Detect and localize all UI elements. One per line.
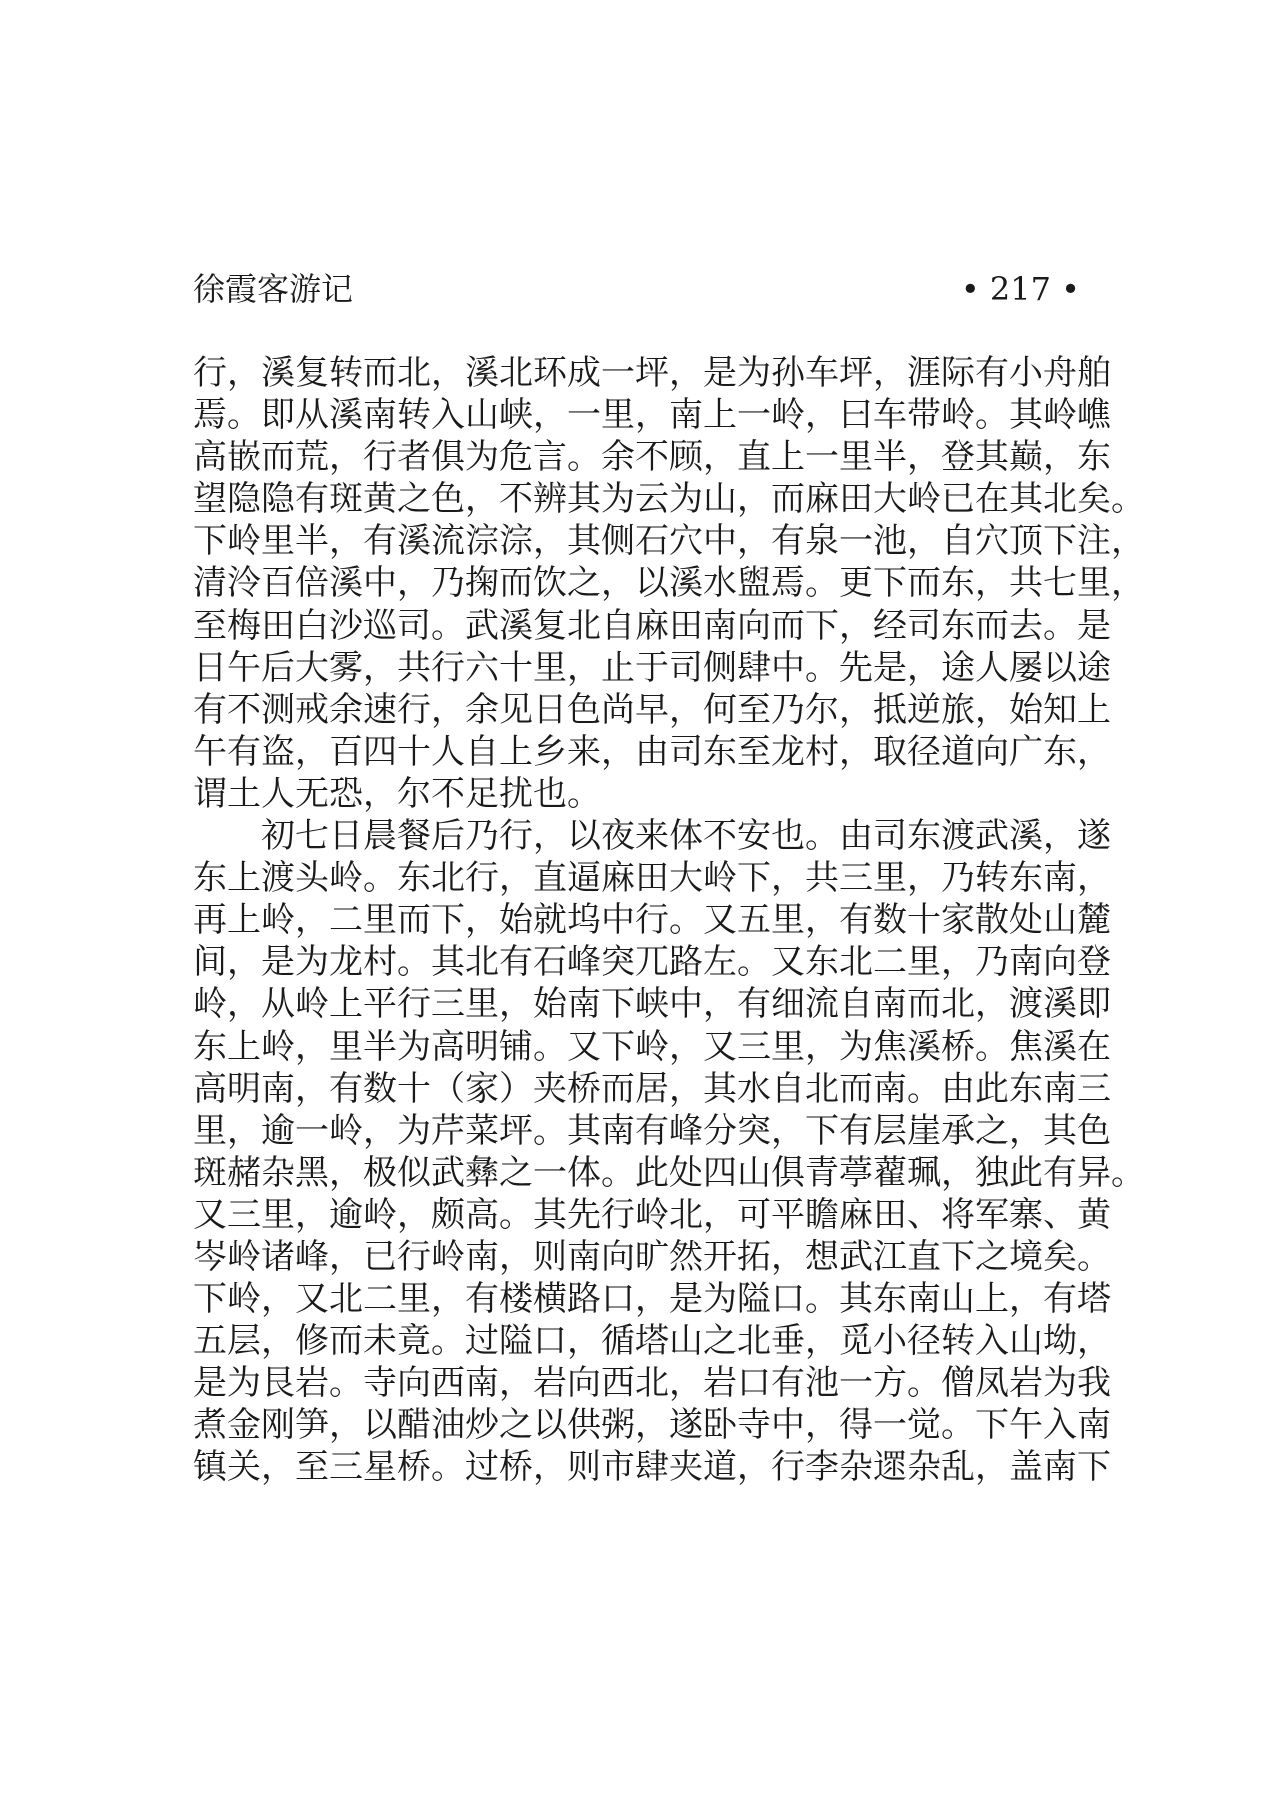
text-line: 高嵌而荒，行者俱为危言。余不顾，直上一里半，登其巅，东 — [193, 437, 1111, 478]
paragraph-start-line: 初七日晨餐后乃行，以夜来体不安也。由司东渡武溪，遂 — [261, 816, 1111, 857]
text-line: 下岭，又北二里，有楼横路口，是为隘口。其东南山上，有塔 — [193, 1279, 1111, 1320]
text-line: 镇关，至三星桥。过桥，则市肆夹道，行李杂遝杂乱，盖南下 — [193, 1447, 1111, 1488]
text-line: 煮金刚笋，以醋油炒之以供粥，遂卧寺中，得一觉。下午入南 — [193, 1405, 1111, 1446]
text-line: 日午后大雾，共行六十里，止于司侧肆中。先是，途人屡以途 — [193, 647, 1111, 688]
text-line: 焉。即从溪南转入山峡，一里，南上一岭，曰车带岭。其岭嶕 — [193, 395, 1111, 436]
text-line: 间，是为龙村。其北有石峰突兀路左。又东北二里，乃南向登 — [193, 942, 1111, 983]
text-line: 五层，修而未竟。过隘口，循塔山之北垂，觅小径转入山坳， — [193, 1321, 1111, 1362]
text-line: 岑岭诸峰，已行岭南，则南向旷然开拓，想武江直下之境矣。 — [193, 1236, 1111, 1277]
text-line: 至梅田白沙巡司。武溪复北自麻田南向而下，经司东而去。是 — [193, 605, 1111, 646]
book-title: 徐霞客游记 — [193, 270, 354, 308]
text-line: 斑赭杂黑，极似武彝之一体。此处四山俱青葶藋珮，独此有异。 — [193, 1152, 1145, 1193]
text-line: 望隐隐有斑黄之色，不辨其为云为山，而麻田大岭已在其北矣。 — [193, 479, 1145, 520]
text-line: 谓土人无恐，尔不足扰也。 — [193, 773, 601, 814]
text-line: 里，逾一岭，为芹菜坪。其南有峰分突，下有层崖承之，其色 — [193, 1110, 1111, 1151]
text-line: 有不测戒余速行，余见日色尚早，何至乃尔，抵逆旅，始知上 — [193, 689, 1111, 730]
running-header — [193, 266, 1080, 312]
page-number: • 217 • — [960, 270, 1080, 308]
body-text — [193, 352, 1145, 1489]
text-line: 再上岭，二里而下，始就坞中行。又五里，有数十家散处山麓 — [193, 900, 1111, 941]
text-line: 午有盗，百四十人自上乡来，由司东至龙村，取径道向广东， — [193, 731, 1111, 772]
text-line: 东上渡头岭。东北行，直逼麻田大岭下，共三里，乃转东南， — [193, 858, 1111, 899]
text-line: 东上岭，里半为高明铺。又下岭，又三里，为焦溪桥。焦溪在 — [193, 1026, 1111, 1067]
text-line: 是为艮岩。寺向西南，岩向西北，岩口有池一方。僧凤岩为我 — [193, 1363, 1111, 1404]
text-line: 高明南，有数十（家）夹桥而居，其水自北而南。由此东南三 — [193, 1068, 1111, 1109]
text-line: 下岭里半，有溪流淙淙，其侧石穴中，有泉一池，自穴顶下注， — [193, 521, 1145, 562]
text-line: 岭，从岭上平行三里，始南下峡中，有细流自南而北，渡溪即 — [193, 984, 1111, 1025]
text-line: 行，溪复转而北，溪北环成一坪，是为孙车坪，涯际有小舟舶 — [193, 353, 1111, 393]
text-line: 清泠百倍溪中，乃掬而饮之，以溪水盥焉。更下而东，共七里， — [193, 563, 1145, 604]
text-line: 又三里，逾岭，颇高。其先行岭北，可平瞻麻田、将军寨、黄 — [193, 1194, 1111, 1235]
